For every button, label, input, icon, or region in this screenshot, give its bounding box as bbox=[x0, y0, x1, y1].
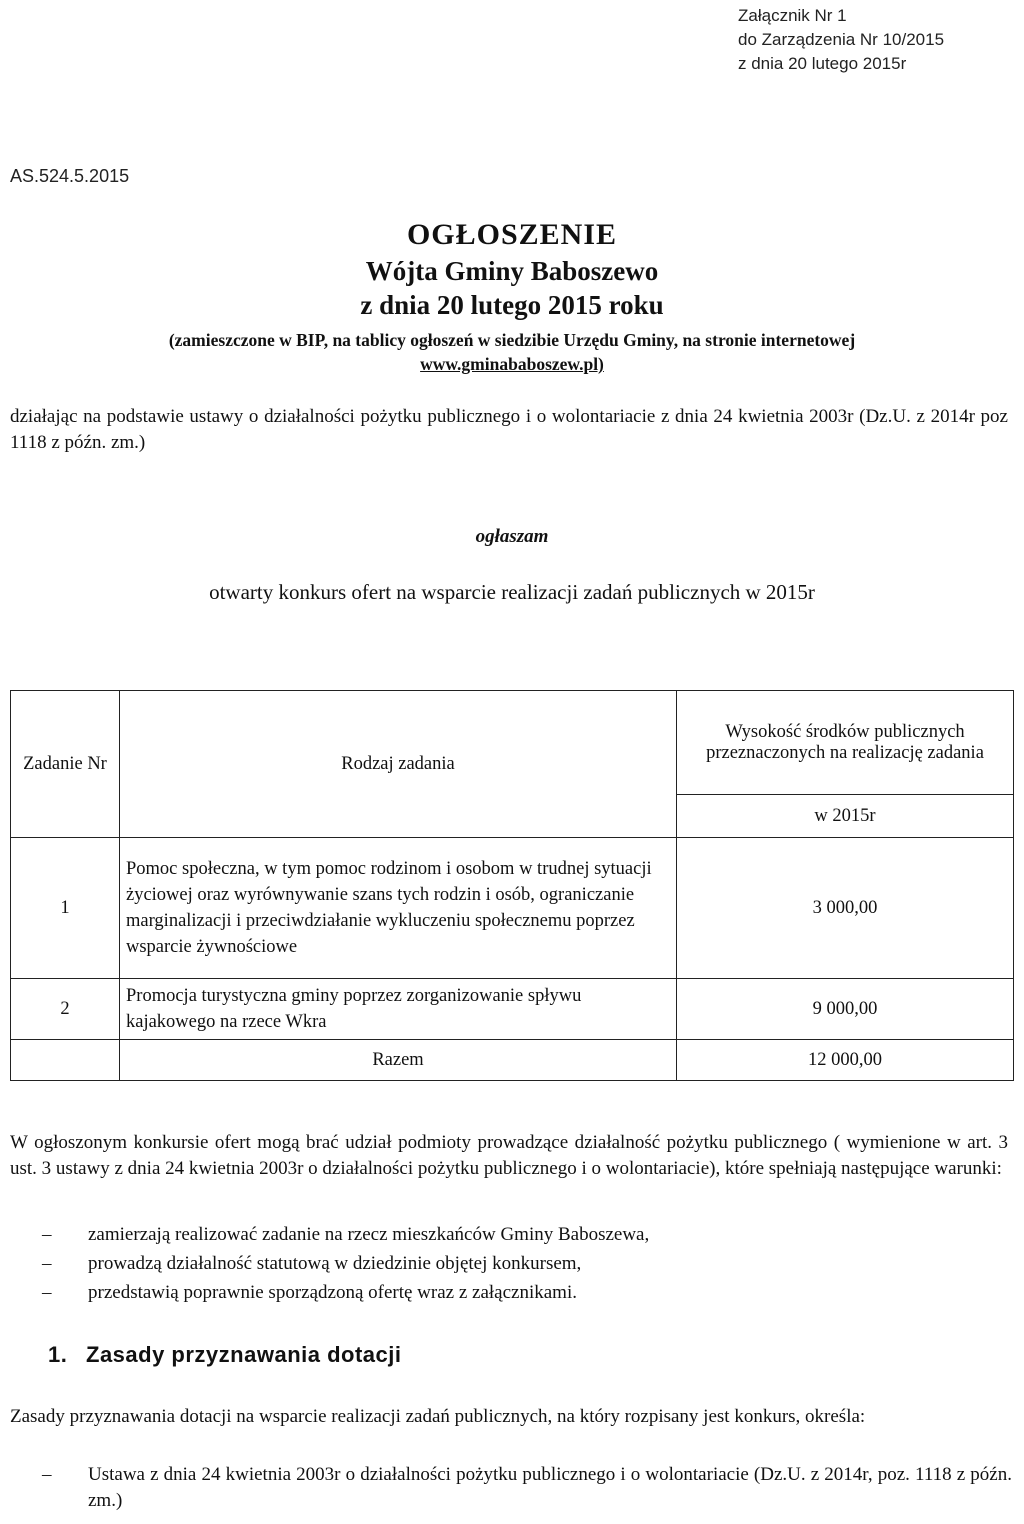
announcement-title: OGŁOSZENIE bbox=[406, 218, 618, 251]
section-title: Zasady przyznawania dotacji bbox=[86, 1342, 402, 1367]
annex-line-1: Załącznik Nr 1 bbox=[738, 6, 847, 25]
list-item: – zamierzają realizować zadanie na rzecz mieszkańców Gminy Baboszewa, bbox=[42, 1220, 1012, 1249]
total-amount: 12 000,00 bbox=[677, 1040, 1014, 1081]
legal-basis-paragraph: działając na podstawie ustawy o działalności pożytku publicznego i o wolontariacie z dnia 24 kwietnia 2003r (Dz.U. z 2014r poz 1118 z późn. zm.) bbox=[10, 406, 1008, 453]
rules-list bbox=[42, 1462, 1012, 1514]
table-total-row bbox=[11, 1040, 1014, 1081]
announce-word: ogłaszam bbox=[475, 526, 549, 547]
task-type: Pomoc społeczna, w tym pomoc rodzinom i osobom w trudnej sytuacji życiowej oraz wyrównywanie szans tych rodzin i osób, ograniczanie marginalizacji i przeciwdziałanie wykluczeniu społecznemu poprzez wsparcie żywnościowe bbox=[120, 838, 677, 979]
document-signature: AS.524.5.2015 bbox=[10, 166, 130, 186]
header-task-type: Rodzaj zadania bbox=[120, 691, 677, 838]
header-amount: Wysokość środków publicznych przeznaczonych na realizację zadania bbox=[677, 691, 1014, 795]
announcement-date: z dnia 20 lutego 2015 roku bbox=[360, 290, 664, 320]
total-empty-cell bbox=[11, 1040, 120, 1081]
header-year: w 2015r bbox=[677, 795, 1014, 838]
table-row bbox=[11, 838, 1014, 979]
tasks-table bbox=[10, 690, 1014, 1081]
list-item: – przedstawią poprawnie sporządzoną ofertę wraz z załącznikami. bbox=[42, 1278, 1012, 1307]
task-amount: 9 000,00 bbox=[677, 979, 1014, 1040]
table-row bbox=[11, 979, 1014, 1040]
contest-subtitle: otwarty konkurs ofert na wsparcie realizacji zadań publicznych w 2015r bbox=[209, 580, 815, 604]
conditions-list bbox=[42, 1220, 1012, 1307]
annex-line-2: do Zarządzenia Nr 10/2015 bbox=[738, 30, 945, 49]
task-nr: 1 bbox=[11, 838, 120, 979]
announcement-issuer: Wójta Gminy Baboszewo bbox=[365, 256, 659, 286]
task-nr: 2 bbox=[11, 979, 120, 1040]
task-type: Promocja turystyczna gminy poprzez zorganizowanie spływu kajakowego na rzece Wkra bbox=[120, 979, 677, 1040]
list-item: – Ustawa z dnia 24 kwietnia 2003r o działalności pożytku publicznego i o wolontariacie (Dz.U. z 2014r, poz. 1118 z późn. zm.) bbox=[42, 1462, 1012, 1514]
section-number: 1. bbox=[48, 1342, 68, 1367]
website-link[interactable]: www.gminababoszew.pl) bbox=[420, 354, 604, 374]
table-header-row bbox=[11, 691, 1014, 795]
list-item: – prowadzą działalność statutową w dziedzinie objętej konkursem, bbox=[42, 1249, 1012, 1278]
rules-paragraph: Zasady przyznawania dotacji na wsparcie realizacji zadań publicznych, na który rozpisany jest konkurs, określa: bbox=[10, 1406, 866, 1427]
section-heading bbox=[48, 1342, 401, 1368]
task-amount: 3 000,00 bbox=[677, 838, 1014, 979]
total-label: Razem bbox=[120, 1040, 677, 1081]
participation-conditions: W ogłoszonym konkursie ofert mogą brać udział podmioty prowadzące działalność pożytku publicznego ( wymienione w art. 3 ust. 3 ustawy z dnia 24 kwietnia 2003r o działalności pożytku publicznego i o wolontariacie), które spełniają następujące warunki: bbox=[10, 1132, 1008, 1179]
annex-reference bbox=[738, 4, 944, 76]
header-task-nr: Zadanie Nr bbox=[11, 691, 120, 838]
annex-line-3: z dnia 20 lutego 2015r bbox=[738, 54, 907, 73]
publication-note: (zamieszczone w BIP, na tablicy ogłoszeń w siedzibie Urzędu Gminy, na stronie internetowej bbox=[168, 330, 856, 350]
